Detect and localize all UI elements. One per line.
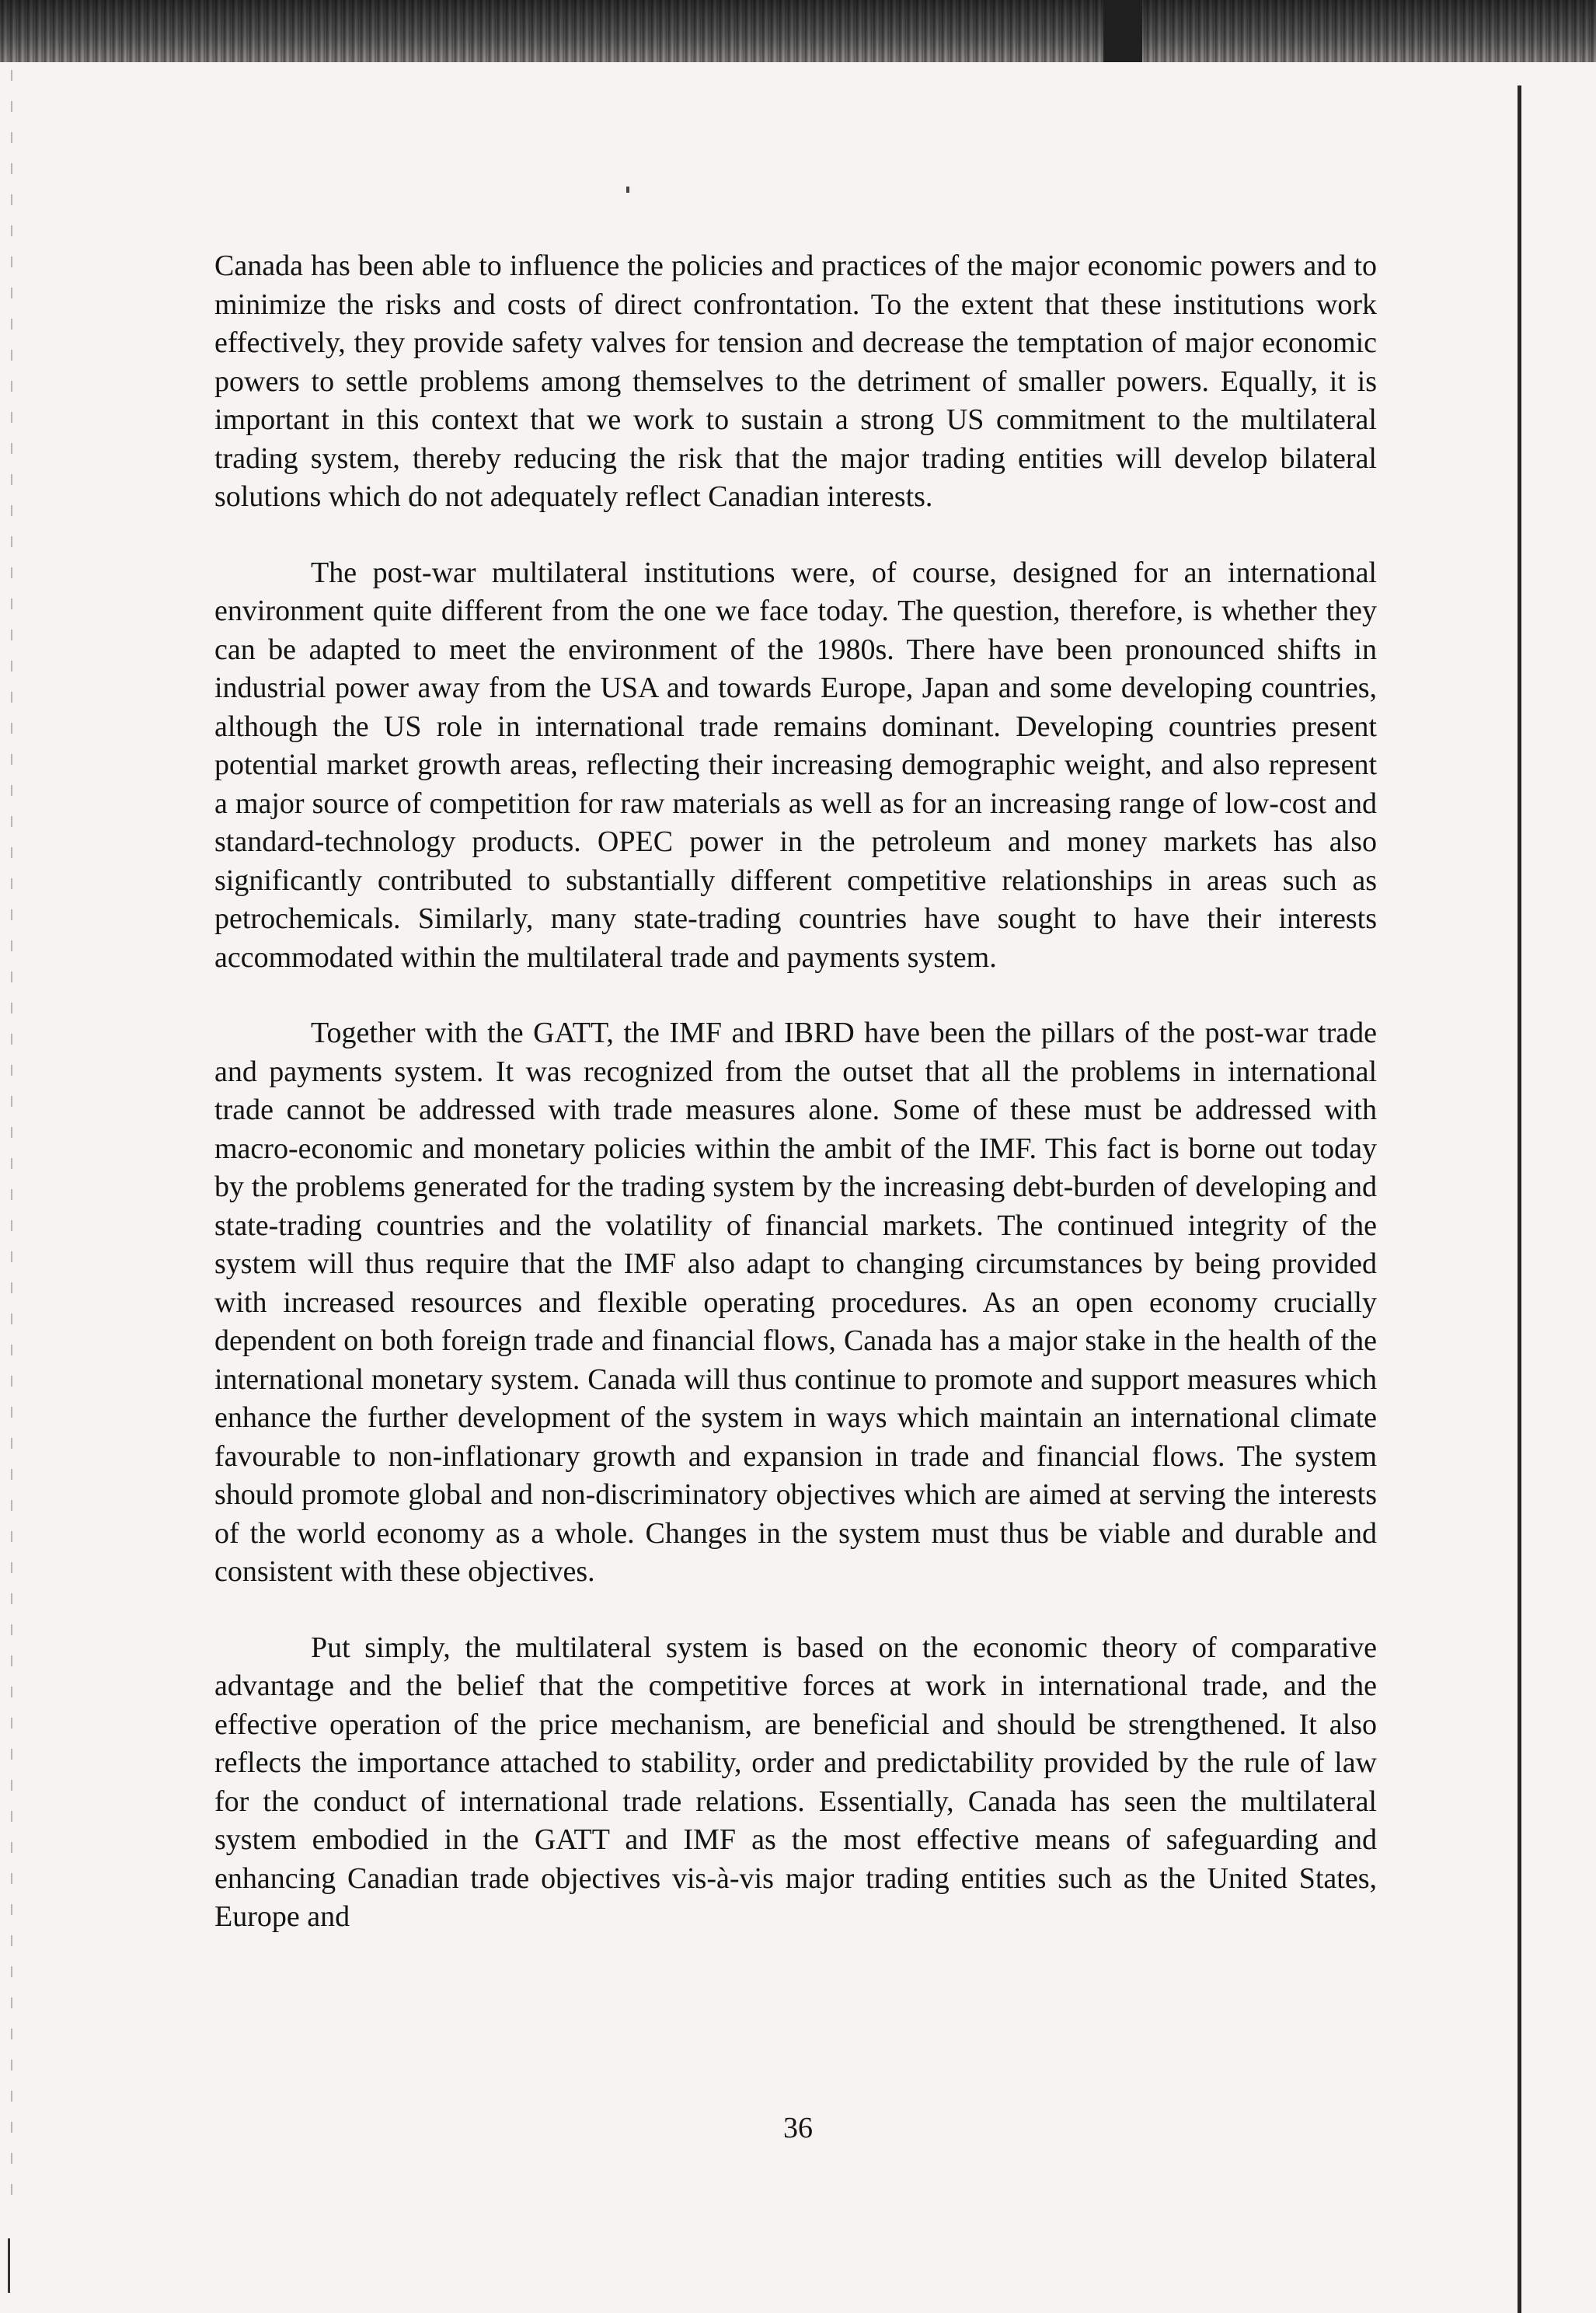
page-number: 36 [783, 2112, 813, 2144]
scan-speck [626, 187, 629, 193]
scan-top-edge [0, 0, 1596, 62]
scan-left-mark [8, 2238, 10, 2293]
paragraph-1: Canada has been able to influence the policies and practices of the major economic powers and to minimize the risks and costs of direct confrontation. To the extent that these institutions work effectively, they provide safety valves for tension and decrease the temptation of major economic powers to settle problems among themselves to the detriment of smaller powers. Equally, it is important in this context that we work to sustain a strong US commitment to the multilateral trading system, thereby reducing the risk that the major trading entities will develop bilateral solutions which do not adequately reflect Canadian interests. [214, 249, 1377, 513]
page-body [214, 247, 1377, 1974]
paragraph-4: Put simply, the multilateral system is based on the economic theory of comparative advantage and the belief that the competitive forces at work in international trade, and the effective operation of the price mechanism, are beneficial and should be strengthened. It also reflects the importance attached to stability, order and predictability provided by the rule of law for the conduct of international trade relations. Essentially, Canada has seen the multilateral system embodied in the GATT and IMF as the most effective means of safeguarding and enhancing Canadian trade objectives vis-à-vis major trading entities such as the United States, Europe and [214, 1631, 1377, 1933]
paragraph-2: The post-war multilateral institutions were, of course, designed for an international environment quite different from the one we face today. The question, therefore, is whether they can be adapted to meet the environment of the 1980s. There have been pronounced shifts in industrial power away from the USA and towards Europe, Japan and some developing countries, although the US role in international trade remains dominant. Developing countries present potential market growth areas, reflecting their increasing demographic weight, and also represent a major source of competition for raw materials as well as for an increasing range of low-cost and standard-technology products. OPEC power in the petroleum and money markets has also significantly contributed to substantially different competitive relationships in areas such as petrochemicals. Similarly, many state-trading countries have sought to have their interests accommodated within the multilateral trade and payments system. [214, 556, 1377, 974]
scan-left-edge [11, 70, 12, 2215]
scan-right-edge [1518, 85, 1521, 2313]
paragraph-3: Together with the GATT, the IMF and IBRD have been the pillars of the post-war trade and payments system. It was recognized from the outset that all the problems in international trade cannot be addressed with trade measures alone. Some of these must be addressed with macro-economic and monetary policies within the ambit of the IMF. This fact is borne out today by the problems generated for the trading system by the increasing debt-burden of developing and state-trading countries and the volatility of financial markets. The continued integrity of the system will thus require that the IMF also adapt to changing circumstances by being provided with increased resources and flexible operating procedures. As an open economy crucially dependent on both foreign trade and financial flows, Canada has a major stake in the health of the international monetary system. Canada will thus continue to promote and support measures which enhance the further development of the system in ways which maintain an international climate favourable to non-inflationary growth and expansion in trade and financial flows. The system should promote global and non-discriminatory objectives which are aimed at serving the interests of the world economy as a whole. Changes in the system must thus be viable and durable and consistent with these objectives. [214, 1017, 1377, 1588]
